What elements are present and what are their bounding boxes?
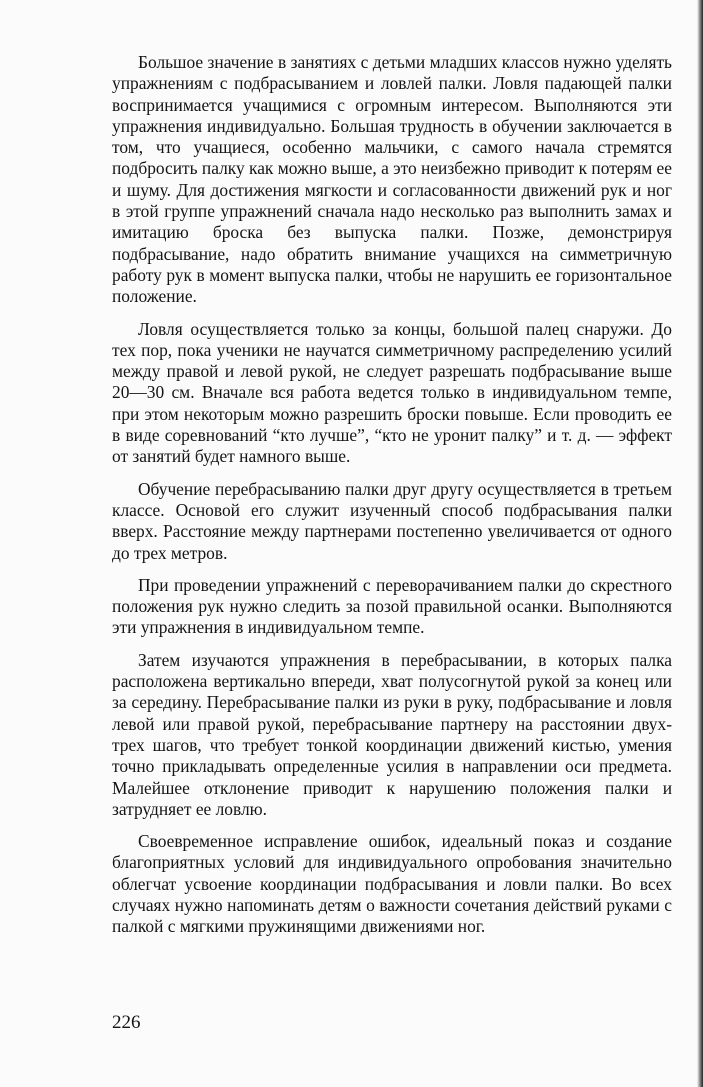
page-edge-shadow <box>697 0 703 1087</box>
body-text <box>112 52 672 949</box>
paragraph-5: Затем изучаются упражнения в перебрасывании, в которых палка расположена вертикально впереди, хват полусогнутой рукой за конец или за середину. Перебрасывание палки из руки в руку, подбрасывание и ловля левой или правой рукой, перебрасывание партнеру на расстоянии двух-трех шагов, что требует тонкой координации движений кистью, умения точно прикладывать определенные усилия в направлении оси предмета. Малейшее отклонение приводит к нарушению положения палки и затрудняет ее ловлю. <box>112 649 672 819</box>
paragraph-3: Обучение перебрасыванию палки друг другу осуществляется в третьем классе. Основой его служит изученный способ подбрасывания палки вверх. Расстояние между партнерами постепенно увеличивается от одного до трех метров. <box>112 478 672 563</box>
paragraph-6: Своевременное исправление ошибок, идеальный показ и создание благоприятных условий для индивидуального опробования значительно облегчат усвоение координации подбрасывания и ловли палки. Во всех случаях нужно напоминать детям о важности сочетания действий руками с палкой с мягкими пружинящими движениями ног. <box>112 831 672 937</box>
paragraph-2: Ловля осуществляется только за концы, большой палец снаружи. До тех пор, пока ученики не научатся симметричному распределению усилий между правой и левой рукой, не следует разрешать подбрасывание выше 20—30 см. Вначале вся работа ведется только в индивидуальном темпе, при этом некоторым можно разрешить броски повыше. Если проводить ее в виде соревнований “кто лучше”, “кто не уронит палку” и т. д. — эффект от занятий будет намного выше. <box>112 318 672 467</box>
paragraph-1: Большое значение в занятиях с детьми младших классов нужно уделять упражнениям с подбрасыванием и ловлей палки. Ловля падающей палки воспринимается учащимися с огромным интересом. Выполняются эти упражнения индивидуально. Большая трудность в обучении заключается в том, что учащиеся, особенно мальчики, с самого начала стремятся подбросить палку как можно выше, а это неизбежно приводит к потерям ее и шуму. Для достижения мягкости и согласованности движений рук и ног в этой группе упражнений сначала надо несколько раз выполнить замах и имитацию броска без выпуска палки. Позже, демонстрируя подбрасывание, надо обратить внимание учащихся на симметричную работу рук в момент выпуска палки, чтобы не нарушить ее горизонтальное положение. <box>112 52 672 307</box>
paragraph-4: При проведении упражнений с переворачиванием палки до скрестного положения рук нужно следить за позой правильной осанки. Выполняются эти упражнения в индивидуальном темпе. <box>112 574 672 638</box>
page-number: 226 <box>112 1012 141 1033</box>
